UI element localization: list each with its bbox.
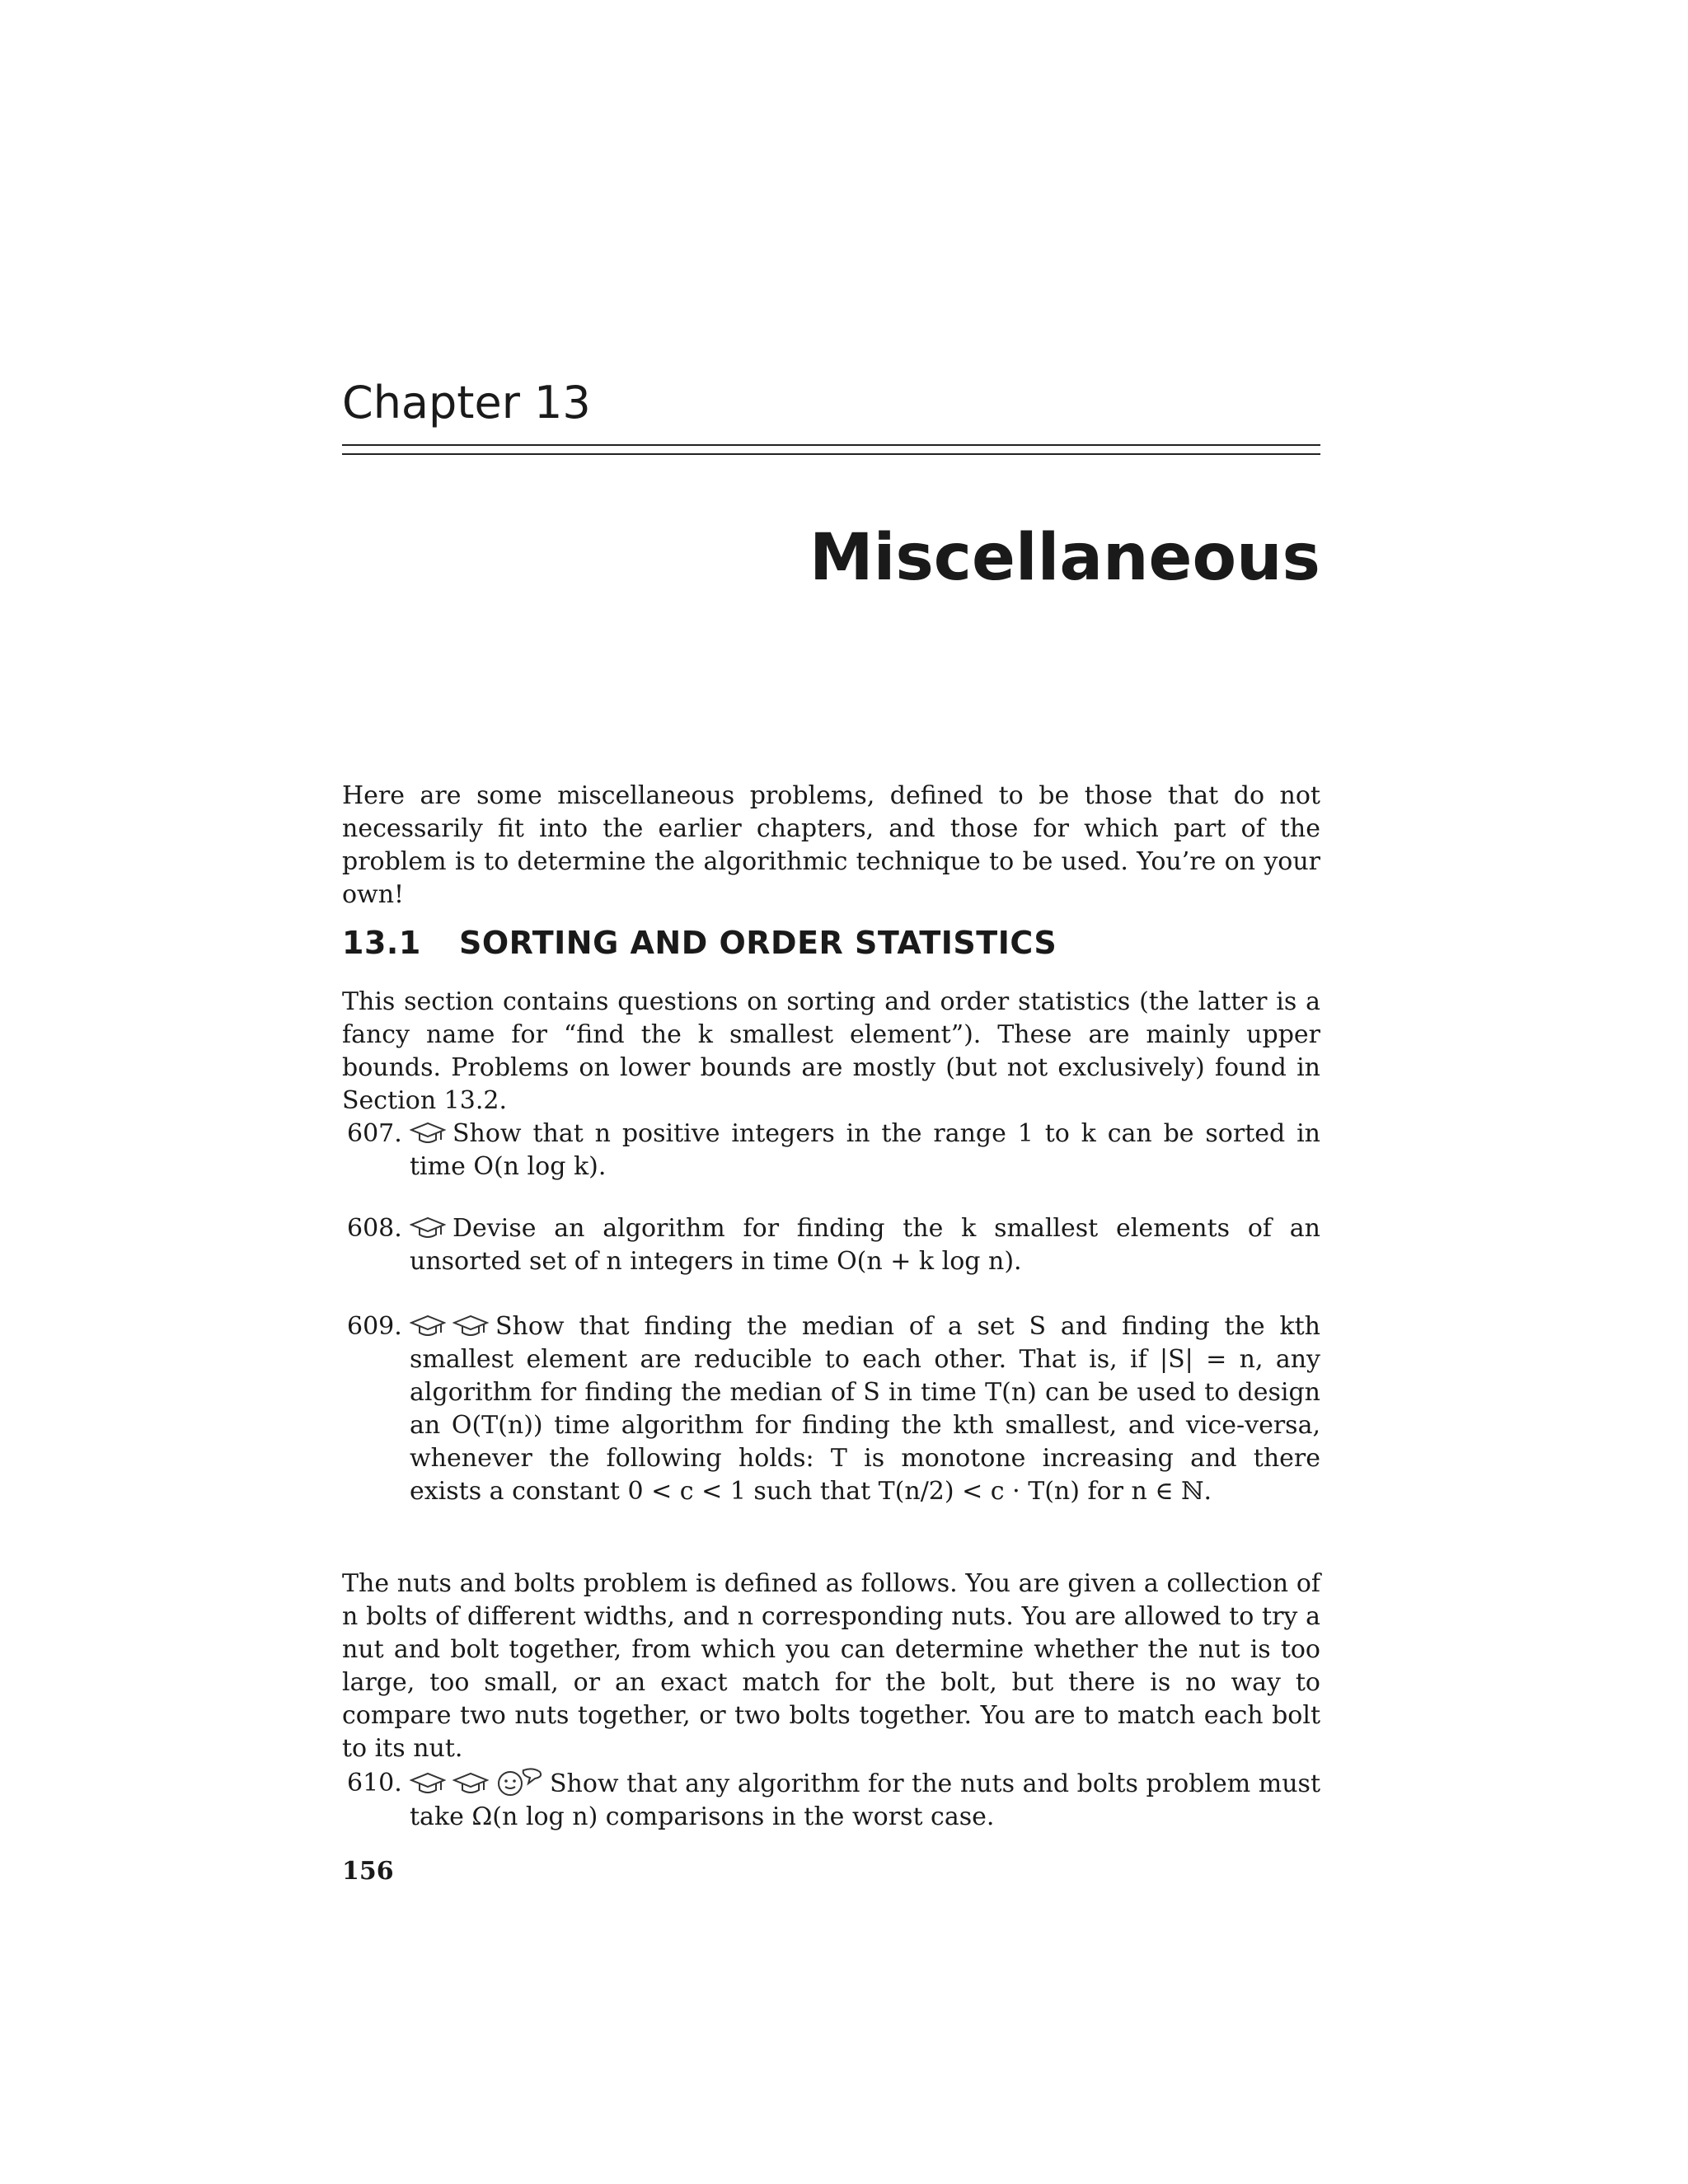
mortarboard-icon: [410, 1315, 446, 1339]
chapter-label: Chapter 13: [342, 377, 591, 429]
nuts-bolts-intro: The nuts and bolts problem is defined as follows. You are given a collection of n bolts of different widths, and n corresponding nuts. You are allowed to try a nut and bolt together, from which you can determine whether the nut is too large, too small, or an exact match for the bolt, but there is no way to compare two nuts together, or two bolts together. You are to match each bolt to its nut.: [342, 1569, 1320, 1763]
mortarboard-icon: [410, 1772, 446, 1797]
problem-608: [342, 1212, 1320, 1278]
chapter-intro: Here are some miscellaneous problems, defined to be those that do not necessarily fit into the earlier chapters, and those for which part of the problem is to determine the algorithmic technique to be used. You’re on your own!: [342, 781, 1320, 909]
problem-text: Show that any algorithm for the nuts and bolts problem must take Ω(n log n) comparisons in the worst case.: [410, 1769, 1320, 1831]
section-heading: [342, 925, 1057, 961]
problem-text: Show that n positive integers in the range 1 to k can be sorted in time O(n log k).: [410, 1119, 1320, 1181]
mortarboard-icon: [452, 1315, 489, 1339]
problem-610: [342, 1767, 1320, 1834]
section-title: SORTING AND ORDER STATISTICS: [459, 925, 1057, 961]
mortarboard-icon: [410, 1122, 446, 1146]
page-number: 156: [342, 1857, 394, 1886]
section-number: 13.1: [342, 925, 421, 961]
chapter-rule-bottom: [342, 453, 1320, 455]
chapter-rule-top: [342, 444, 1320, 446]
problem-number: 610.: [347, 1769, 402, 1797]
mortarboard-icon: [410, 1216, 446, 1241]
problem-609: [342, 1310, 1320, 1508]
problem-number: 608.: [347, 1214, 402, 1243]
problem-number: 609.: [347, 1312, 402, 1341]
section-intro: This section contains questions on sorting and order statistics (the latter is a fancy name for “find the k smallest element”). These are mainly upper bounds. Problems on lower bounds are mostly (but not exclusively) found in Section 13.2.: [342, 987, 1320, 1115]
chapter-title: Miscellaneous: [809, 521, 1320, 595]
problem-number: 607.: [347, 1119, 402, 1148]
problem-text: Show that finding the median of a set S and finding the kth smallest element are reducible to each other. That is, if |S| = n, any algorithm for finding the median of S in time T(n) can be used to design an O(T(n)) time algorithm for finding the kth smallest, and vice-versa, whenever the following holds: T is monotone increasing and there exists a constant 0 < c < 1 such that T(n/2) < c · T(n) for n ∈ ℕ.: [410, 1312, 1320, 1506]
problem-607: [342, 1118, 1320, 1183]
problem-text: Devise an algorithm for finding the k smallest elements of an unsorted set of n integers in time O(n + k log n).: [410, 1214, 1320, 1276]
mortarboard-icon: [452, 1772, 489, 1797]
smiley-speech-icon: [495, 1767, 543, 1797]
